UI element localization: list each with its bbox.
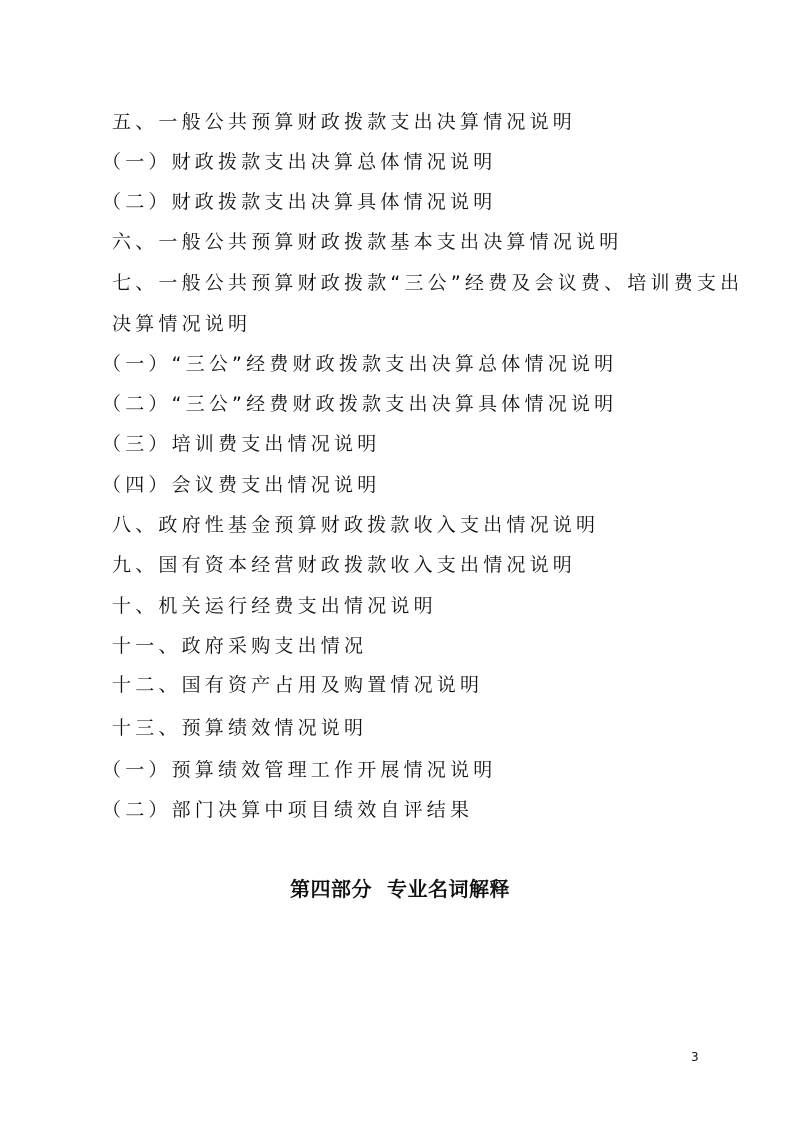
toc-item-7-3: （三）培训费支出情况说明 [102,433,381,455]
toc-item-5: 五、一般公共预算财政拨款支出决算情况说明 [112,111,577,133]
toc-item-6: 六、一般公共预算财政拨款基本支出决算情况说明 [112,231,623,253]
toc-item-13-1: （一）预算绩效管理工作开展情况说明 [102,759,497,781]
toc-item-7-1: （一）“三公”经费财政拨款支出决算总体情况说明 [102,353,618,375]
toc-item-5-2: （二）财政拨款支出决算具体情况说明 [102,191,497,213]
toc-item-5-1: （一）财政拨款支出决算总体情况说明 [102,151,497,173]
toc-item-12: 十二、国有资产占用及购置情况说明 [112,674,484,696]
toc-item-13-2: （二）部门决算中项目绩效自评结果 [102,799,474,821]
toc-item-7-4: （四）会议费支出情况说明 [102,474,381,496]
toc-item-11: 十一、政府采购支出情况 [112,635,368,657]
toc-item-7-2: （二）“三公”经费财政拨款支出决算具体情况说明 [102,393,618,415]
toc-item-7: 七、一般公共预算财政拨款“三公”经费及会议费、培训费支出 [112,272,744,294]
section-heading: 第四部分 专业名词解释 [290,877,510,901]
toc-item-7-continued: 决算情况说明 [112,313,252,335]
toc-item-10: 十、机关运行经费支出情况说明 [112,595,437,617]
page-number: 3 [691,1050,699,1064]
toc-item-13: 十三、预算绩效情况说明 [112,717,368,739]
toc-item-8: 八、政府性基金预算财政拨款收入支出情况说明 [112,514,600,536]
toc-item-9: 九、国有资本经营财政拨款收入支出情况说明 [112,554,577,576]
